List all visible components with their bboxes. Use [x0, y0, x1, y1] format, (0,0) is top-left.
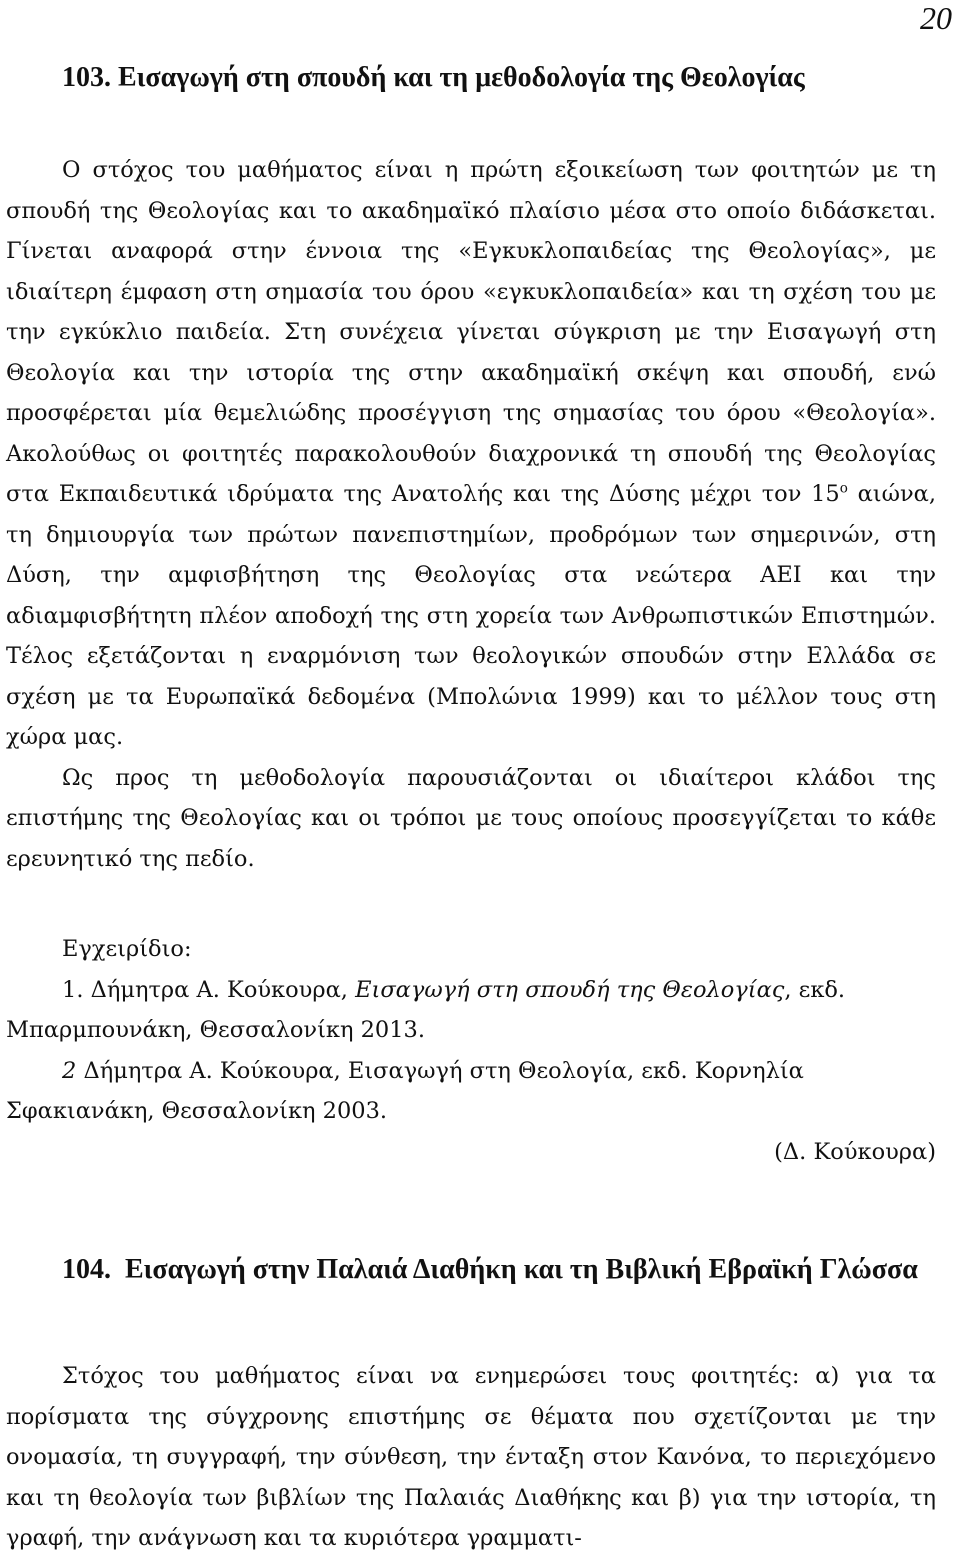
reference-title: Εισαγωγή στη σπουδή της Θεολογίας [355, 976, 785, 1003]
reference-1 [6, 970, 936, 1051]
section-103-heading: 103. Εισαγωγή στη σπουδή και τη μεθοδολογία της Θεολογίας [62, 62, 805, 93]
paragraph-text-continued: αιώνα, τη δημιουργία των πρώτων πανεπιστημίων, προδρόμων των σημερινών, στη Δύση, την αμφισβήτηση της Θεολογίας στα νεώτερα ΑΕΙ και την αδιαμφισβήτητη πλέον αποδοχή της στη χορεία των Ανθρωπιστικών Επιστημών. Τέλος εξετάζονται η εναρμόνιση των θεολογικών σπουδών στην Ελλάδα σε σχέση με τα Ευρωπαϊκά δεδομένα (Μπολώνια 1999) και το μέλλον τους στη χώρα μας. [6, 481, 936, 750]
manual-label: Εγχειρίδιο: [62, 936, 192, 962]
reference-number: 2 [62, 1057, 77, 1084]
reference-2 [6, 1051, 936, 1132]
section-104-paragraph-1: Στόχος του μαθήματος είναι να ενημερώσει τους φοιτητές: α) για τα πορίσματα της σύγχρονης επιστήμης σε θέματα που σχετίζονται με την ονομασία, τη συγγραφή, την σύνθεση, την ένταξη στον Κανόνα, το περιεχόμενο και τη θεολογία των βιβλίων της Παλαιάς Διαθήκης και β) για την ιστορία, τη γραφή, την ανάγνωση και τα κυριότερα γραμματι- [6, 1363, 936, 1551]
reference-suffix: , εκδ. Μπαρμπουνάκη, Θεσσαλονίκη 2013. [6, 976, 846, 1043]
spacer [6, 100, 936, 150]
page-number: 20 [920, 0, 952, 36]
section-103-paragraph-1 [6, 150, 936, 758]
paragraph-text: Ο στόχος του μαθήματος είναι η πρώτη εξοικείωση των φοιτητών με τη σπουδή της Θεολογίας και το ακαδημαϊκό πλαίσιο μέσα στο οποίο διδάσκεται. Γίνεται αναφορά στην έννοια της «Εγκυκλοπαιδείας της Θεολογίας», με ιδιαίτερη έμφαση στη σημασία του όρου «εγκυκλοπαιδεία» και τη σχέση του με την εγκύκλιο παιδεία. Στη συνέχεια γίνεται σύγκριση με την Εισαγωγή στη Θεολογία και την ιστορία της στην ακαδημαϊκή σκέψη και σπουδή, ενώ προσφέρεται μία θεμελιώδης προσέγγιση της σημασίας του όρου «Θεολογία». Ακολούθως οι φοιτητές παρακολουθούν διαχρονικά τη σπουδή της Θεολογίας στα Εκπαιδευτικά ιδρύματα της Ανατολής και της Δύσης μέχρι τον 15 [6, 157, 936, 507]
section-103-paragraph-2: Ως προς τη μεθοδολογία παρουσιάζονται οι ιδιαίτεροι κλάδοι της επιστήμης της Θεολογίας και οι τρόποι με τους οποίους προσεγγίζεται το κάθε ερευνητικό της πεδίο. [6, 764, 936, 872]
author-signature: (Δ. Κούκουρα) [774, 1138, 936, 1165]
reference-text: Δήμητρα Α. Κούκουρα, Εισαγωγή στη Θεολογία, εκδ. Κορνηλία Σφακιανάκη, Θεσσαλονίκη 2003. [6, 1057, 804, 1124]
reference-prefix: 1. Δήμητρα Α. Κούκουρα, [62, 976, 356, 1003]
spacer [6, 879, 936, 929]
section-104-heading [6, 1248, 936, 1292]
section-title: Εισαγωγή στην Παλαιά Διαθήκη και τη Βιβλική Εβραϊκή Γλώσσα [125, 1254, 918, 1285]
spacer [6, 1292, 936, 1356]
section-number: 104. [62, 1254, 111, 1285]
ordinal-superscript: ο [839, 480, 848, 497]
spacer [6, 1172, 936, 1248]
document-page [6, 56, 936, 1559]
